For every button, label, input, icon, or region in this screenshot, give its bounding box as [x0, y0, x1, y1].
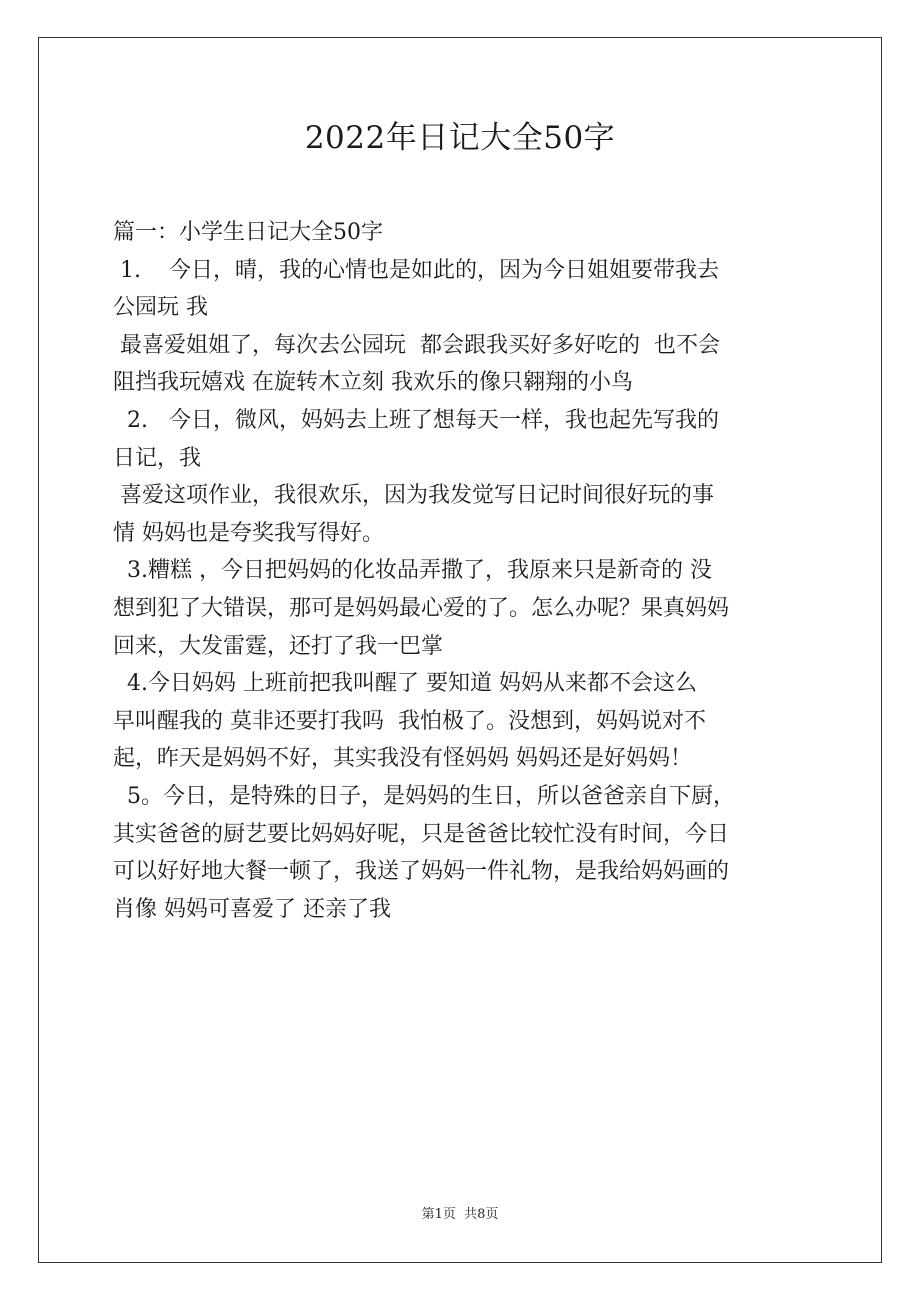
text-line: 早叫醒我的 莫非还要打我吗 我怕极了。没想到，妈妈说对不: [113, 708, 706, 734]
text-line: 想到犯了大错误，那可是妈妈最心爱的了。怎么办呢？果真妈妈: [113, 595, 730, 621]
text-line: 回来，大发雷霆，还打了我一巴掌: [113, 633, 444, 659]
text-line: 2. 今日，微风，妈妈去上班了想每天一样，我也起先写我的: [113, 407, 719, 433]
text-line: 3.糟糕 ，今日把妈妈的化妆品弄撒了，我原来只是新奇的 没: [113, 558, 712, 584]
text-line: 喜爱这项作业，我很欢乐，因为我发觉写日记时间很好玩的事: [113, 483, 714, 509]
text-line: 情 妈妈也是夸奖我写得好。: [113, 520, 384, 546]
document-body: [113, 214, 813, 928]
text-line: 肖像 妈妈可喜爱了 还亲了我: [113, 896, 391, 922]
text-line: 最喜爱姐姐了，每次去公园玩 都会跟我买好多好吃的 也不会: [113, 332, 720, 358]
text-line: 1. 今日，晴，我的心情也是如此的，因为今日姐姐要带我去: [113, 257, 719, 283]
text-line: 阻挡我玩嬉戏 在旋转木立刻 我欢乐的像只翱翔的小鸟: [113, 370, 633, 396]
text-line: 公园玩 我: [113, 295, 208, 321]
section-heading: 篇一：小学生日记大全50字: [113, 220, 383, 245]
text-line: 日记，我: [113, 445, 202, 471]
text-line: 5。今日，是特殊的日子，是妈妈的生日，所以爸爸亲自下厨，: [113, 783, 735, 809]
page-number-footer: 第1页 共8页: [421, 1207, 499, 1222]
text-line: 4.今日妈妈 上班前把我叫醒了 要知道 妈妈从来都不会这么: [113, 671, 697, 697]
text-line: 可以好好地大餐一顿了，我送了妈妈一件礼物，是我给妈妈画的: [113, 859, 730, 885]
text-line: 其实爸爸的厨艺要比妈妈好呢，只是爸爸比较忙没有时间，今日: [113, 821, 730, 847]
text-line: 起，昨天是妈妈不好，其实我没有怪妈妈 妈妈还是好妈妈！: [113, 746, 692, 772]
document-title: 2022年日记大全50字: [304, 120, 616, 156]
